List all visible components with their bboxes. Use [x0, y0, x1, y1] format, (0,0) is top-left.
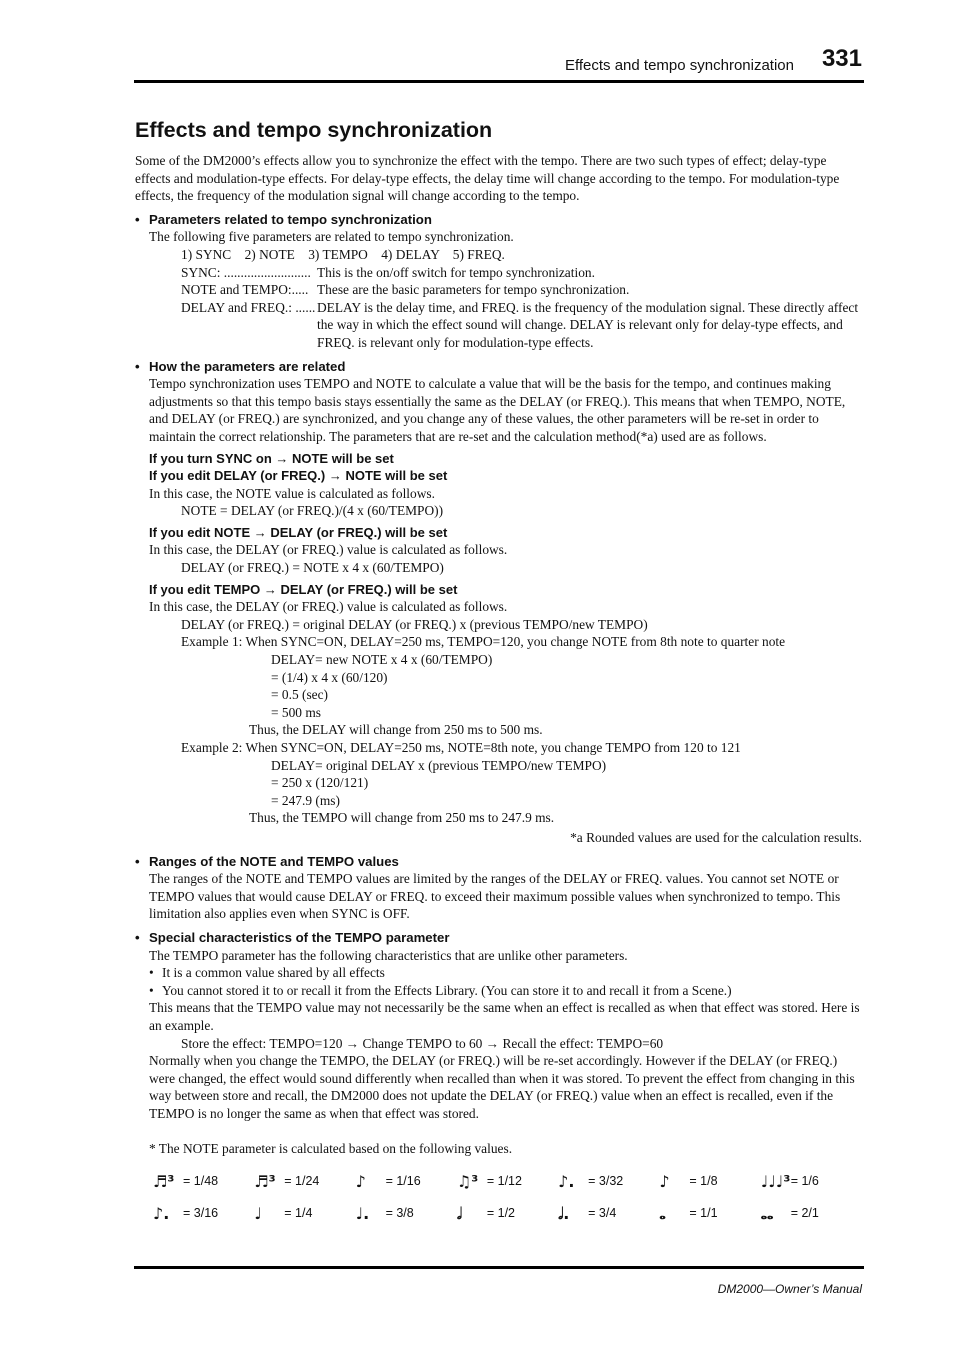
note-symbol-icon: 𝅗𝅥. [558, 1204, 570, 1224]
note-cell [457, 1173, 558, 1191]
note-symbol-icon: ♪. [558, 1172, 575, 1192]
list-item-text: It is a common value shared by all effects [162, 965, 385, 981]
example-result: Thus, the TEMPO will change from 250 ms to 247.9 ms. [249, 810, 555, 826]
formula: DELAY (or FREQ.) = original DELAY (or FREQ.) x (previous TEMPO/new TEMPO) [181, 616, 648, 632]
formula: NOTE = DELAY (or FREQ.)/(4 x (60/TEMPO)) [181, 503, 444, 519]
note-cell [254, 1173, 355, 1191]
definition-text: These are the basic parameters for tempo synchronization. [317, 282, 630, 298]
footnote: *a Rounded values are used for the calculation results. [570, 829, 862, 845]
note-cell [558, 1173, 659, 1191]
note-cell [457, 1205, 558, 1223]
note-cell [153, 1173, 254, 1191]
note-symbol-icon: 𝅝𝅝 [760, 1204, 774, 1224]
note-value: = 3/4 [588, 1206, 617, 1221]
calc-line: = 500 ms [271, 704, 321, 720]
example-heading: Example 2: When SYNC=ON, DELAY=250 ms, NOTE=8th note, you change TEMPO from 120 to 121 [181, 740, 741, 755]
note-cell [356, 1173, 457, 1191]
section-title: Parameters related to tempo synchronization [149, 211, 432, 227]
note-cell [153, 1205, 254, 1223]
example-result: Thus, the DELAY will change from 250 ms to 500 ms. [249, 722, 543, 738]
calc-line: DELAY= original DELAY x (previous TEMPO/new TEMPO) [271, 757, 607, 773]
paragraph: In this case, the DELAY (or FREQ.) value is calculated as follows. [149, 599, 508, 615]
note-value: = 1/1 [689, 1206, 718, 1221]
definition-list [181, 264, 862, 352]
definition-label: DELAY and FREQ.: ...... [181, 299, 316, 315]
parameter-list: 1) SYNC 2) NOTE 3) TEMPO 4) DELAY 5) FREQ. [181, 246, 505, 262]
definition-text: DELAY is the delay time, and FREQ. is the frequency of the modulation signal. These directly affect the way in which the effect sound will change. DELAY is relevant only for delay-type effects, and FREQ. is relevant only for modulation-type effects. [317, 299, 859, 350]
paragraph: This means that the TEMPO value may not necessarily be the same when an effect is recalled as when that effect was stored. Here is an example. [149, 1000, 860, 1033]
note-row [153, 1198, 862, 1230]
calc-line: = 247.9 (ms) [271, 792, 340, 808]
page-body [135, 116, 862, 1230]
page-number: 331 [821, 45, 862, 72]
section-heading: • How the parameters are related [135, 358, 346, 374]
subheading: If you edit TEMPO → DELAY (or FREQ.) will be set [149, 581, 458, 597]
note-cell [558, 1205, 659, 1223]
calc-line: DELAY= new NOTE x 4 x (60/TEMPO) [271, 652, 493, 668]
paragraph: In this case, the DELAY (or FREQ.) value is calculated as follows. [149, 542, 508, 558]
paragraph: In this case, the NOTE value is calculated as follows. [149, 485, 435, 501]
subheading: If you edit NOTE → DELAY (or FREQ.) will be set [149, 524, 448, 540]
note-value: = 1/12 [486, 1174, 522, 1189]
note-value: = 3/32 [588, 1174, 624, 1189]
note-value: = 1/8 [689, 1174, 718, 1189]
section-heading: • Special characteristics of the TEMPO parameter [135, 929, 450, 945]
paragraph: The following five parameters are related to tempo synchronization. [149, 229, 514, 245]
note-cell [254, 1205, 355, 1223]
note-value: = 3/16 [183, 1206, 219, 1221]
running-header: Effects and tempo synchronization [564, 57, 794, 74]
note-cell [356, 1205, 457, 1223]
definition-row [181, 264, 862, 282]
note-cell [761, 1205, 862, 1223]
definition-text: This is the on/off switch for tempo synchronization. [317, 264, 595, 280]
subheading: If you edit DELAY (or FREQ.) → NOTE will be set [149, 468, 448, 484]
note-value: = 1/2 [486, 1206, 515, 1221]
note-symbol-icon: ♩ [254, 1204, 262, 1224]
note-value-table [153, 1166, 862, 1230]
note-symbol-icon: ♬³ [153, 1172, 175, 1192]
note-cell [659, 1205, 760, 1223]
section-title: Special characteristics of the TEMPO parameter [149, 929, 450, 945]
note-symbol-icon: ♫³ [456, 1172, 479, 1192]
paragraph: Tempo synchronization uses TEMPO and NOTE to calculate a value that will be the basis for the tempo, and continues making adjustments so that this tempo basis stays essentially the same as the DELAY (or FREQ.). This means that when TEMPO, NOTE, and DELAY (or FREQ.) are synchronized, and you change any of these values, the other parameters will be re-set in order to maintain the correct relationship. The parameters that are re-set and the calculation method(*a) used are as follows. [149, 376, 846, 444]
list-item-text: You cannot stored it to or recall it from the Effects Library. (You can store it to and recall it from a Scene.) [162, 982, 732, 998]
note-symbol-icon: ♪. [153, 1204, 170, 1224]
note-value: = 1/16 [385, 1174, 421, 1189]
note-intro: * The NOTE parameter is calculated based on the following values. [149, 1141, 513, 1157]
note-value: = 1/6 [790, 1174, 819, 1189]
note-symbol-icon: 𝅝 [659, 1204, 666, 1224]
definition-label: SYNC: .......................... [181, 264, 311, 280]
example-heading: Example 1: When SYNC=ON, DELAY=250 ms, TEMPO=120, you change NOTE from 8th note to quarter note [181, 634, 786, 650]
note-value: = 2/1 [790, 1206, 819, 1221]
calc-line: = 250 x (120/121) [271, 775, 369, 791]
section-heading: • Ranges of the NOTE and TEMPO values [135, 853, 399, 869]
definition-label: NOTE and TEMPO:..... [181, 282, 309, 298]
note-symbol-icon: ♩. [355, 1204, 370, 1224]
note-symbol-icon: 𝅗𝅥 [456, 1204, 462, 1224]
note-symbol-icon: ♬³ [254, 1172, 276, 1192]
note-row [153, 1166, 862, 1198]
note-value: = 1/24 [284, 1174, 320, 1189]
note-symbol-icon: ♪ [659, 1172, 670, 1192]
note-cell [659, 1173, 760, 1191]
paragraph: The ranges of the NOTE and TEMPO values are limited by the ranges of the DELAY or FREQ. values. You cannot set NOTE or TEMPO values that would cause DELAY or FREQ. to exceed their maximum possible values when synchronized to tempo. This limitation also applies even when SYNC is OFF. [149, 871, 841, 922]
list-item: • You cannot stored it to or recall it from the Effects Library. (You can store it to and recall it from a Scene.) [149, 982, 732, 998]
note-cell [761, 1173, 862, 1191]
section-title: How the parameters are related [149, 358, 346, 374]
definition-row [181, 299, 862, 352]
page-title: Effects and tempo synchronization [135, 118, 493, 142]
paragraph: Normally when you change the TEMPO, the DELAY (or FREQ.) will be re-set accordingly. However if the DELAY (or FREQ.) were changed, the effect would sound differently when recalled than when it was stored. To prevent the effect from changing in this way between store and recall, the DM2000 does not update the DELAY (or FREQ.) value when an effect is recalled, even if the TEMPO is no longer the same as when that effect was stored. [149, 1053, 855, 1121]
header-rule [134, 80, 864, 83]
note-value: = 1/48 [183, 1174, 219, 1189]
calc-line: = 0.5 (sec) [271, 687, 329, 703]
paragraph: The TEMPO parameter has the following characteristics that are unlike other parameters. [149, 947, 628, 963]
note-value: = 3/8 [385, 1206, 414, 1221]
definition-row [181, 281, 862, 299]
formula: DELAY (or FREQ.) = NOTE x 4 x (60/TEMPO) [181, 560, 444, 576]
note-value: = 1/4 [284, 1206, 313, 1221]
footer-text: DM2000—Owner’s Manual [717, 1282, 862, 1296]
calc-line: = (1/4) x 4 x (60/120) [271, 669, 388, 685]
section-heading: • Parameters related to tempo synchronization [135, 211, 432, 227]
example-line: Store the effect: TEMPO=120 → Change TEMPO to 60 → Recall the effect: TEMPO=60 [181, 1035, 664, 1051]
intro-paragraph: Some of the DM2000’s effects allow you to synchronize the effect with the tempo. There are two such types of effect; delay-type effects and modulation-type effects. For delay-type effects, the delay time will change according to the tempo. For modulation-type effects, the frequency of the modulation signal will change according to the tempo. [135, 153, 840, 204]
section-title: Ranges of the NOTE and TEMPO values [149, 853, 399, 869]
note-symbol-icon: ♪ [355, 1172, 366, 1192]
subheading: If you turn SYNC on → NOTE will be set [149, 450, 394, 466]
list-item: • It is a common value shared by all effects [149, 965, 385, 981]
note-symbol-icon: ♩♩♩³ [760, 1172, 791, 1192]
footer-rule [134, 1266, 864, 1269]
